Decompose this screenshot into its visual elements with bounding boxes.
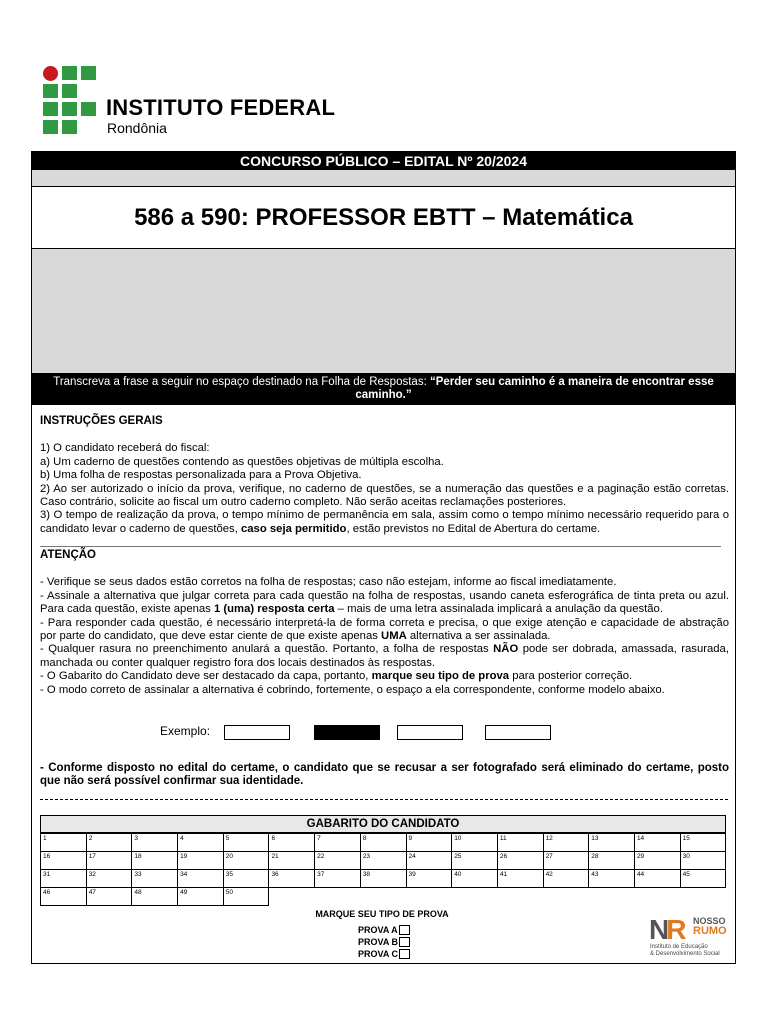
answer-key-title: GABARITO DO CANDIDATO [40, 815, 726, 833]
attention-line: - O Gabarito do Candidato deve ser destacado da capa, portanto, marque seu tipo de prova para posterior correção. [40, 670, 633, 683]
photo-notice: - Conforme disposto no edital do certame, o candidato que se recusar a ser fotografado será eliminado do certame, posto que não será possível confirmar sua identidade. [40, 762, 729, 788]
answer-key-grid [40, 815, 726, 905]
answer-key-cells [40, 833, 726, 905]
exam-type-heading: MARQUE SEU TIPO DE PROVA [315, 909, 449, 919]
answer-cell[interactable]: 1 [40, 833, 87, 852]
answer-cell[interactable]: 40 [451, 869, 498, 888]
answer-cell[interactable]: 47 [86, 887, 133, 906]
answer-cell[interactable]: 45 [680, 869, 727, 888]
attention-heading: ATENÇÃO [40, 549, 97, 561]
answer-cell[interactable]: 41 [497, 869, 544, 888]
example-label: Exemplo: [160, 724, 211, 738]
answer-cell[interactable]: 29 [634, 851, 681, 870]
answer-cell[interactable]: 19 [177, 851, 224, 870]
exam-cover-sheet [31, 151, 736, 964]
answer-cell[interactable]: 31 [40, 869, 87, 888]
brand-subtitle: Instituto de Educação & Desenvolvimento Social [650, 944, 720, 957]
nosso-rumo-logo [649, 912, 739, 960]
attention-line: - O modo correto de assinalar a alternativa é cobrindo, fortemente, o espaço a ela correspondente, conforme modelo abaixo. [40, 683, 665, 696]
answer-cell[interactable]: 49 [177, 887, 224, 906]
answer-cell[interactable]: 42 [543, 869, 590, 888]
brand-word2: RUMO [693, 925, 727, 937]
answer-cell[interactable]: 44 [634, 869, 681, 888]
answer-cell[interactable]: 33 [131, 869, 178, 888]
instruction-line: 2) Ao ser autorizado o início da prova, verifique, no caderno de questões, se a numeração das questões e a paginação estão corretas. Caso contrário, solicite ao fiscal um outro caderno completo. Não serão aceitas reclamações posteriores. [40, 482, 729, 509]
exam-type-option-c[interactable]: PROVA C [358, 948, 462, 960]
answer-cell[interactable]: 11 [497, 833, 544, 852]
attention-line: - Para responder cada questão, é necessário interpretá-la de forma correta e precisa, o que exige atenção e capacidade de abstração por parte do candidato, que deve estar ciente de que existe apenas UMA alternativa a ser assinalada. [40, 616, 729, 643]
answer-cell[interactable]: 13 [588, 833, 635, 852]
answer-cell[interactable]: 5 [223, 833, 270, 852]
example-empty-bubble [224, 725, 290, 740]
example-filled-bubble [314, 725, 380, 740]
answer-cell[interactable]: 35 [223, 869, 270, 888]
instruction-line: b) Uma folha de respostas personalizada para a Prova Objetiva. [40, 469, 362, 482]
answer-cell[interactable]: 20 [223, 851, 270, 870]
answer-cell[interactable]: 12 [543, 833, 590, 852]
logo-red-dot [43, 66, 58, 81]
answer-cell[interactable]: 3 [131, 833, 178, 852]
answer-cell[interactable]: 21 [268, 851, 315, 870]
candidate-info-area [32, 249, 735, 373]
institute-logo [43, 66, 336, 142]
marking-example [32, 724, 735, 740]
answer-cell[interactable]: 37 [314, 869, 361, 888]
answer-cell[interactable]: 28 [588, 851, 635, 870]
exam-type-checkbox[interactable] [399, 949, 410, 959]
instruction-line: 3) O tempo de realização da prova, o tempo mínimo de permanência em sala, assim como o tempo mínimo necessário requerido para o candidato levar o caderno de questões, caso seja permitido, estão previstos no Edital de Abertura do certame. [40, 509, 729, 535]
answer-cell[interactable]: 8 [360, 833, 407, 852]
answer-cell[interactable]: 23 [360, 851, 407, 870]
answer-cell[interactable]: 30 [680, 851, 727, 870]
brand-word1: NOSSO [693, 916, 726, 926]
answer-cell[interactable]: 32 [86, 869, 133, 888]
attention-line: - Verifique se seus dados estão corretos na folha de respostas; caso não estejam, informe ao fiscal imediatamente. [40, 576, 617, 589]
attention-line: - Assinale a alternativa que julgar correta para cada questão na folha de respostas, usando caneta esferográfica de tinta preta ou azul. Para cada questão, existe apenas 1 (uma) resposta certa – mais de uma letra assinalada implicará a anulação da questão. [40, 589, 729, 616]
exam-type-option-b[interactable]: PROVA B [358, 936, 462, 948]
answer-cell[interactable]: 34 [177, 869, 224, 888]
answer-cell[interactable]: 6 [268, 833, 315, 852]
transcribe-prefix: Transcreva a frase a seguir no espaço destinado na Folha de Respostas: [53, 376, 430, 388]
edital-banner: CONCURSO PÚBLICO – EDITAL Nº 20/2024 [32, 152, 735, 170]
nr-logo-icon: NR [649, 914, 684, 945]
cut-line [40, 799, 728, 800]
instructions-heading: INSTRUÇÕES GERAIS [40, 415, 163, 427]
attention-section [40, 549, 729, 697]
instruction-line: a) Um caderno de questões contendo as questões objetivas de múltipla escolha. [40, 455, 444, 468]
exam-type-selector [302, 909, 462, 960]
answer-cell[interactable]: 17 [86, 851, 133, 870]
exam-type-option-a[interactable]: PROVA A [358, 924, 462, 936]
instructions-section [40, 415, 729, 536]
logo-name: INSTITUTO FEDERAL [106, 95, 336, 120]
attention-line: - Qualquer rasura no preenchimento anulará a questão. Portanto, a folha de respostas NÃO pode ser dobrada, amassada, rasurada, manchada ou conter qualquer registro fora dos locais destinados às respostas. [40, 643, 729, 669]
transcribe-phrase-banner [32, 373, 735, 405]
answer-cell[interactable]: 25 [451, 851, 498, 870]
answer-cell[interactable]: 10 [451, 833, 498, 852]
answer-cell[interactable]: 24 [406, 851, 453, 870]
answer-cell[interactable]: 26 [497, 851, 544, 870]
answer-cell[interactable]: 2 [86, 833, 133, 852]
answer-cell[interactable]: 38 [360, 869, 407, 888]
answer-cell[interactable]: 22 [314, 851, 361, 870]
section-divider [40, 546, 721, 547]
answer-cell[interactable]: 18 [131, 851, 178, 870]
instruction-line: 1) O candidato receberá do fiscal: [40, 442, 210, 455]
answer-cell[interactable]: 4 [177, 833, 224, 852]
answer-cell[interactable]: 27 [543, 851, 590, 870]
example-empty-bubble [397, 725, 463, 740]
transcribe-phrase: “Perder seu caminho é a maneira de encontrar esse caminho.” [355, 376, 714, 401]
answer-cell[interactable]: 50 [223, 887, 270, 906]
answer-cell[interactable]: 48 [131, 887, 178, 906]
answer-cell[interactable]: 46 [40, 887, 87, 906]
answer-cell[interactable]: 7 [314, 833, 361, 852]
answer-cell[interactable]: 16 [40, 851, 87, 870]
example-empty-bubble [485, 725, 551, 740]
exam-title: 586 a 590: PROFESSOR EBTT – Matemática [32, 187, 735, 249]
logo-campus: Rondônia [107, 120, 167, 136]
answer-cell[interactable]: 36 [268, 869, 315, 888]
answer-cell[interactable]: 15 [680, 833, 727, 852]
gray-strip [32, 170, 735, 187]
exam-type-checkbox[interactable] [399, 937, 410, 947]
exam-type-checkbox[interactable] [399, 925, 410, 935]
answer-cell[interactable]: 43 [588, 869, 635, 888]
answer-cell[interactable]: 39 [406, 869, 453, 888]
answer-cell[interactable]: 14 [634, 833, 681, 852]
answer-cell[interactable]: 9 [406, 833, 453, 852]
